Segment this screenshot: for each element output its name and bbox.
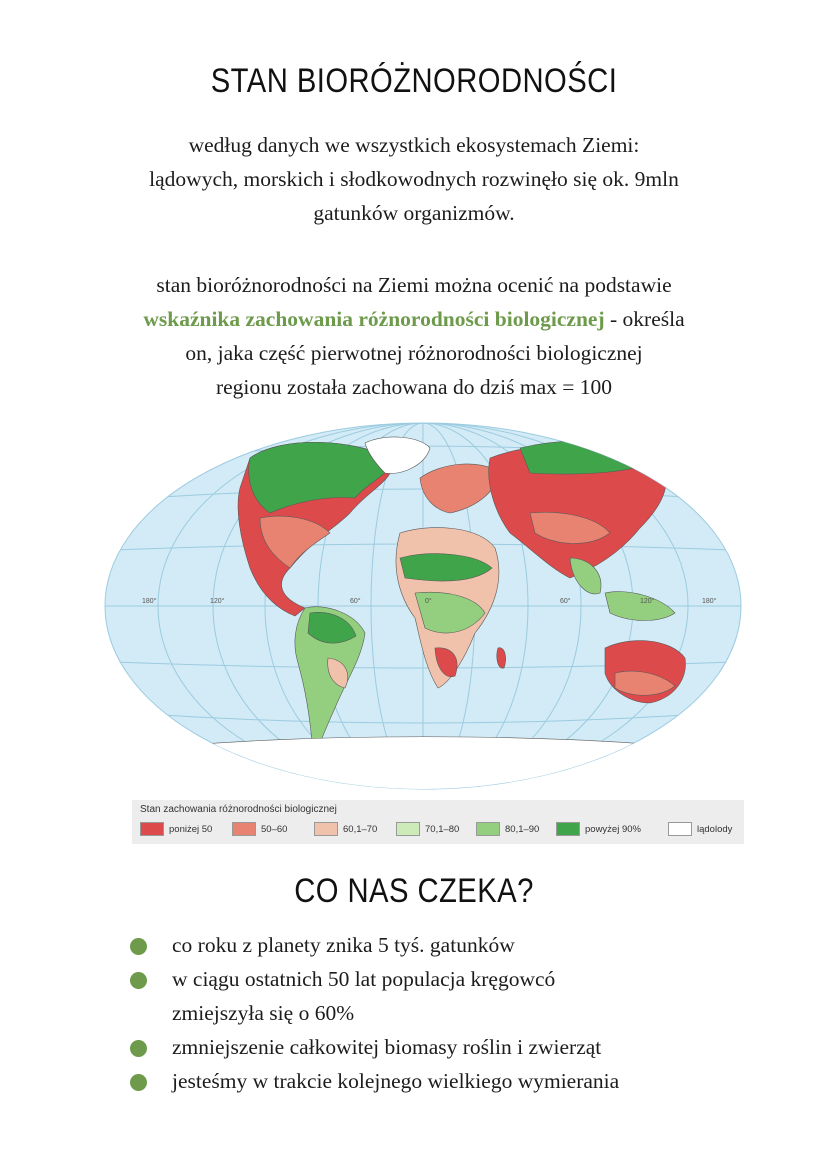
indicator-paragraph [40, 268, 788, 404]
list-item [130, 1064, 770, 1098]
antarctica [160, 737, 690, 803]
graticule-label: 120° [210, 598, 225, 605]
legend-label: 60,1–70 [343, 823, 378, 835]
graticule-label: 180° [142, 598, 157, 605]
legend-swatch [232, 822, 256, 836]
legend-swatch [314, 822, 338, 836]
indicator-line-1: stan bioróżnorodności na Ziemi można ocenić na podstawie [156, 273, 672, 297]
graticule-label: 180° [702, 598, 717, 605]
list-item [130, 962, 770, 996]
legend-title: Stan zachowania różnorodności biologicznej [140, 804, 337, 815]
list-item-text: jesteśmy w trakcie kolejnego wielkiego wymierania [172, 1069, 620, 1093]
legend-label: 50–60 [261, 823, 288, 835]
page-title: STAN BIORÓŻNORODNOŚCI [210, 62, 618, 100]
intro-line-3: gatunków organizmów. [313, 201, 515, 225]
map-legend [132, 800, 744, 844]
legend-item [396, 822, 459, 836]
legend-item [668, 822, 732, 836]
legend-label: 80,1–90 [505, 823, 540, 835]
graticule-label: 60° [560, 598, 571, 605]
intro-line-2: lądowych, morskich i słodkowodnych rozwinęło się ok. 9mln [149, 167, 679, 191]
intro-line-1: według danych we wszystkich ekosystemach Ziemi: [188, 133, 640, 157]
indicator-line-2-rest: - określa [604, 307, 685, 331]
legend-swatch [140, 822, 164, 836]
list-item [130, 1030, 770, 1064]
legend-item [556, 822, 641, 836]
legend-swatch [396, 822, 420, 836]
list-item-text: zmiejszyła się o 60% [172, 1001, 355, 1025]
list-item-continuation [130, 996, 770, 1030]
legend-label: 70,1–80 [425, 823, 460, 835]
list-item-text: co roku z planety znika 5 tyś. gatunków [172, 933, 515, 957]
graticule-label: 60° [350, 598, 361, 605]
graticule-label: 0° [425, 598, 432, 605]
indicator-highlight: wskaźnika zachowania różnorodności biologicznej [143, 307, 605, 331]
legend-swatch [668, 822, 692, 836]
bullet-dot-icon [130, 972, 147, 989]
legend-label: lądolody [697, 823, 733, 835]
list-item [130, 928, 770, 962]
list-item-text: zmniejszenie całkowitej biomasy roślin i zwierząt [172, 1035, 602, 1059]
bullet-dot-icon [130, 1074, 147, 1091]
new-zealand [698, 703, 706, 723]
legend-item [476, 822, 539, 836]
intro-paragraph [40, 128, 788, 230]
legend-swatch [556, 822, 580, 836]
bullet-list [130, 928, 770, 1098]
legend-swatch [476, 822, 500, 836]
list-item-text: w ciągu ostatnich 50 lat populacja kręgowcó [172, 967, 556, 991]
legend-item [140, 822, 212, 836]
indicator-line-2 [40, 302, 788, 336]
legend-label: powyżej 90% [585, 823, 641, 835]
graticule-label: 120° [640, 598, 655, 605]
indicator-line-3: on, jaka część pierwotnej różnorodności biologicznej [185, 341, 643, 365]
bullet-dot-icon [130, 1040, 147, 1057]
bullet-dot-icon [130, 938, 147, 955]
indicator-line-4: regionu została zachowana do dziś max = 100 [215, 375, 612, 399]
section-title: CO NAS CZEKA? [294, 872, 534, 910]
legend-item [314, 822, 377, 836]
biodiversity-world-map [100, 418, 750, 803]
world-map-svg [100, 418, 750, 803]
legend-item [232, 822, 287, 836]
legend-label: poniżej 50 [169, 823, 213, 835]
